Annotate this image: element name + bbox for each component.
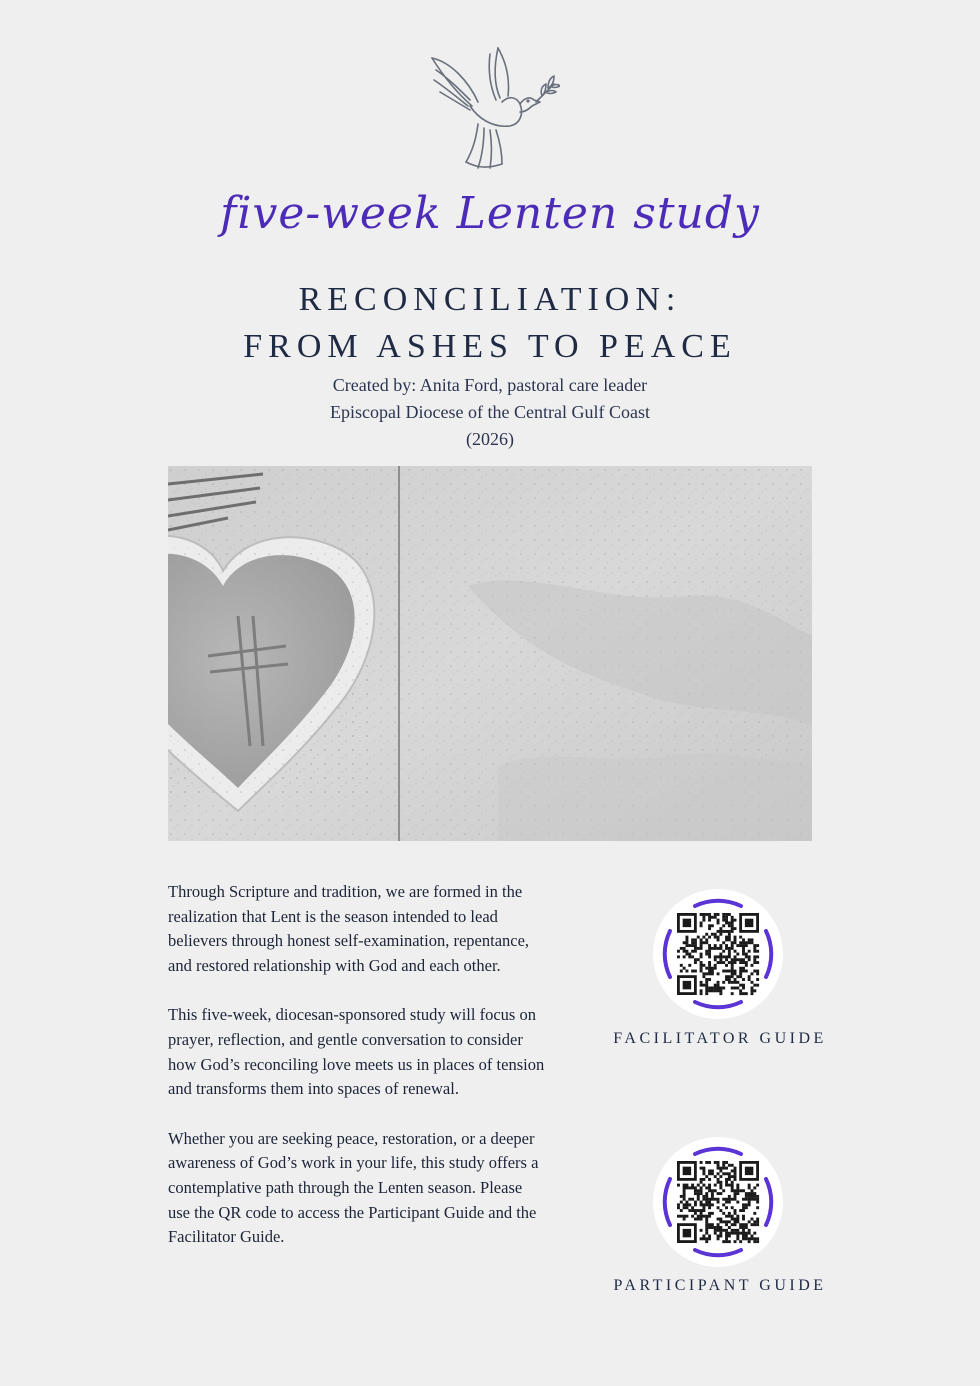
dove-icon [420,40,560,175]
paragraph-invitation: Whether you are seeking peace, restoration, or a deeper awareness of God’s work in your life, this study offers a contemplative path through the Lenten season. Please use the QR code to access the Participant Guide and the Facilitator Guide. [168,1128,539,1247]
page-title-line-1: RECONCILIATION: [298,281,682,318]
year-label: (2026) [466,429,514,449]
facilitator-guide-label: FACILITATOR GUIDE [613,1030,827,1047]
paragraph-intro: Through Scripture and tradition, we are formed in the realization that Lent is the season intended to lead believers through honest self-examination, repentance, and restored relationship with God and each other. [168,882,530,975]
facilitator-qr-code[interactable] [653,889,783,1019]
author-credit: Created by: Anita Ford, pastoral care leader [332,375,648,395]
participant-qr-code[interactable] [653,1137,783,1267]
page-title-line-2: FROM ASHES TO PEACE [243,328,737,365]
ash-heart-cross-image [168,466,812,841]
script-subtitle: five-week Lenten study [220,188,760,239]
participant-guide-label: PARTICIPANT GUIDE [613,1277,827,1294]
paragraph-focus: This five-week, diocesan-sponsored study will focus on prayer, reflection, and gentle conversation to consider how God’s reconciling love meets us in places of tension and transforms them into spaces of renewal. [168,1005,545,1099]
organization-name: Episcopal Diocese of the Central Gulf Coast [330,402,650,422]
description-text [168,880,548,1275]
